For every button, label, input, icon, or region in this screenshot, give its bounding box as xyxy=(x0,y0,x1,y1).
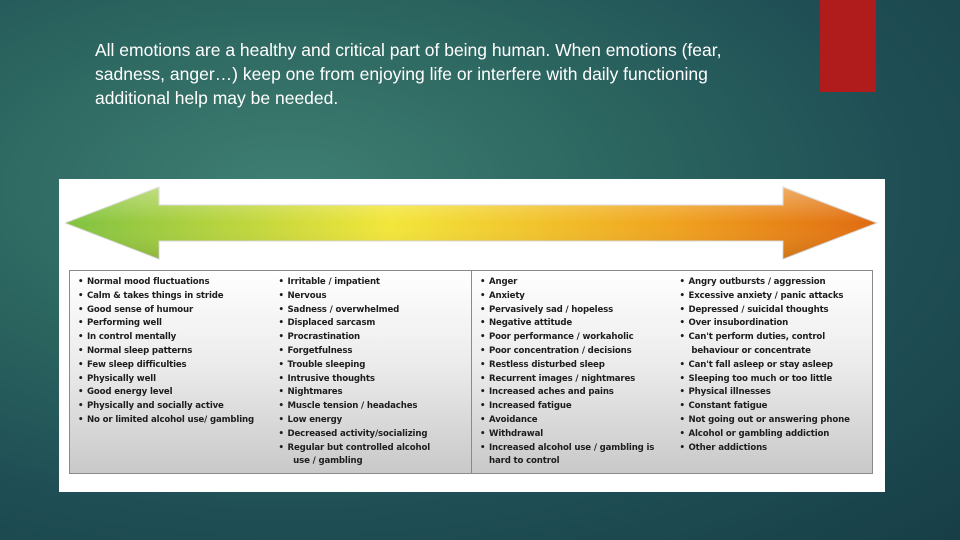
list-item: • Can't fall asleep or stay asleep xyxy=(680,359,873,373)
list-item: • Calm & takes things in stride xyxy=(78,290,271,304)
list-item: • In control mentally xyxy=(78,331,271,345)
list-item: • Trouble sleeping xyxy=(279,359,472,373)
list-item: • Avoidance xyxy=(480,414,672,428)
list-item: • Increased aches and pains xyxy=(480,386,672,400)
list-item: • Normal sleep patterns xyxy=(78,345,271,359)
list-item: • Angry outbursts / aggression xyxy=(680,276,873,290)
intro-text: All emotions are a healthy and critical part of being human. When emotions (fear, sadness, anger…) keep one from enjoying life or interfere with daily functioning additional help may be needed. xyxy=(95,40,722,108)
list-item: • Pervasively sad / hopeless xyxy=(480,304,672,318)
list-item: • Recurrent images / nightmares xyxy=(480,373,672,387)
list-item: • Sadness / overwhelmed xyxy=(279,304,472,318)
list-item: • Poor concentration / decisions xyxy=(480,345,672,359)
list-item: • Increased alcohol use / gambling is hard to control xyxy=(480,442,672,470)
list-item: • Anger xyxy=(480,276,672,290)
list-item: • Excessive anxiety / panic attacks xyxy=(680,290,873,304)
list-item: • Low energy xyxy=(279,414,472,428)
list-item: • Displaced sarcasm xyxy=(279,317,472,331)
symptom-table xyxy=(69,270,873,474)
list-item: • Decreased activity/socializing xyxy=(279,428,472,442)
list-item: • No or limited alcohol use/ gambling xyxy=(78,414,271,428)
list-item: • Nervous xyxy=(279,290,472,304)
list-item: • Negative attitude xyxy=(480,317,672,331)
list-item: • Good energy level xyxy=(78,386,271,400)
list-item: • Muscle tension / headaches xyxy=(279,400,472,414)
column-healthy xyxy=(70,271,271,473)
list-item: • Few sleep difficulties xyxy=(78,359,271,373)
list-item: • Regular but controlled alcohol use / gambling xyxy=(279,442,472,470)
list-item: • Intrusive thoughts xyxy=(279,373,472,387)
column-ill xyxy=(672,271,873,473)
list-item: • Physical illnesses xyxy=(680,386,873,400)
reacting-list xyxy=(279,276,472,469)
ill-list xyxy=(680,276,873,455)
injured-list xyxy=(480,276,672,469)
list-item: • Poor performance / workaholic xyxy=(480,331,672,345)
list-item: • Over insubordination xyxy=(680,317,873,331)
list-item: • Withdrawal xyxy=(480,428,672,442)
list-item: • Depressed / suicidal thoughts xyxy=(680,304,873,318)
continuum-arrow-icon xyxy=(65,185,879,261)
column-injured xyxy=(471,271,672,473)
list-item: • Constant fatigue xyxy=(680,400,873,414)
list-item: • Normal mood fluctuations xyxy=(78,276,271,290)
list-item: • Good sense of humour xyxy=(78,304,271,318)
list-item: • Physically and socially active xyxy=(78,400,271,414)
list-item: • Forgetfulness xyxy=(279,345,472,359)
list-item: • Not going out or answering phone xyxy=(680,414,873,428)
list-item: • Increased fatigue xyxy=(480,400,672,414)
list-item: • Nightmares xyxy=(279,386,472,400)
list-item: • Sleeping too much or too little xyxy=(680,373,873,387)
list-item: • Physically well xyxy=(78,373,271,387)
healthy-list xyxy=(78,276,271,428)
list-item: • Irritable / impatient xyxy=(279,276,472,290)
continuum-image xyxy=(59,179,885,492)
column-reacting xyxy=(271,271,472,473)
list-item: • Other addictions xyxy=(680,442,873,456)
accent-bar xyxy=(820,0,876,92)
list-item: • Performing well xyxy=(78,317,271,331)
list-item: • Restless disturbed sleep xyxy=(480,359,672,373)
list-item: • Anxiety xyxy=(480,290,672,304)
list-item: • Alcohol or gambling addiction xyxy=(680,428,873,442)
list-item: • Procrastination xyxy=(279,331,472,345)
list-item: • Can't perform duties, control behaviour or concentrate xyxy=(680,331,873,359)
